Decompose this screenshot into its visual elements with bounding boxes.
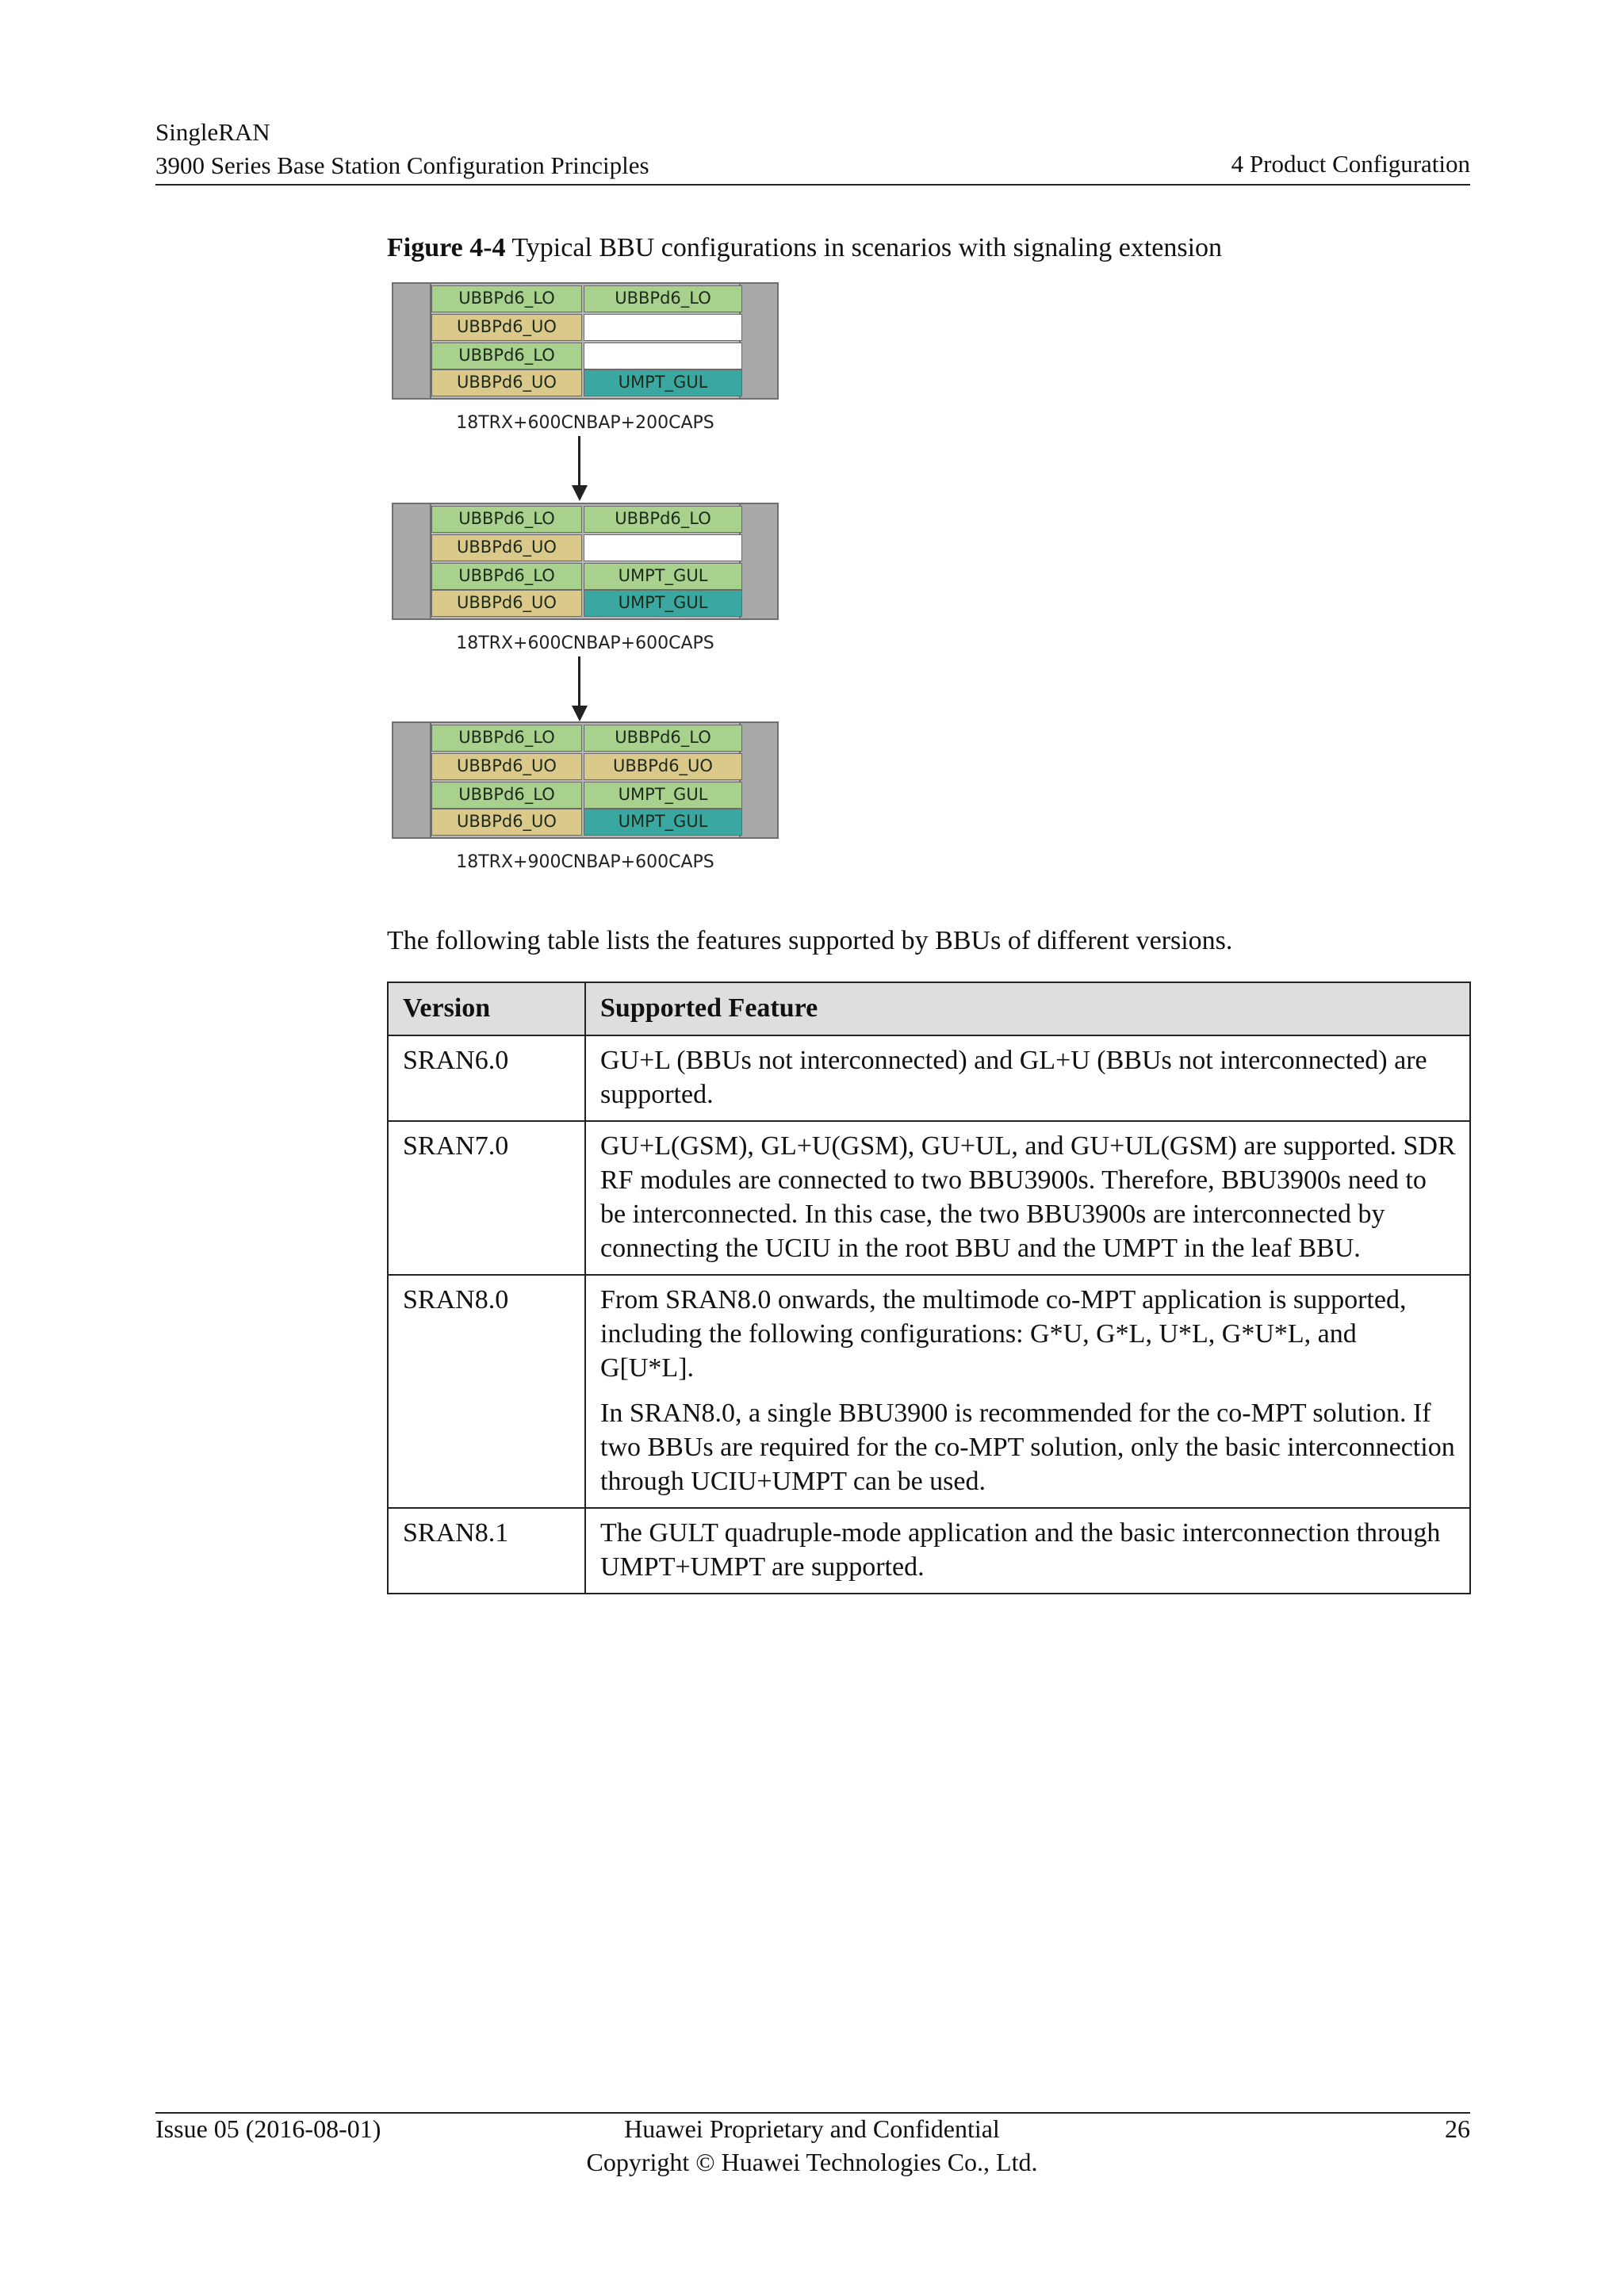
version-cell: SRAN8.1 [388, 1508, 585, 1594]
table-row [388, 1508, 1470, 1594]
feature-cell [585, 1508, 1470, 1594]
feature-cell [585, 1121, 1470, 1275]
footer-proprietary: Huawei Proprietary and Confidential [624, 2114, 1000, 2143]
bbu-ear-right [739, 284, 777, 398]
header-doc-title: 3900 Series Base Station Configuration Principles [155, 151, 649, 179]
board-slot: UBBPd6_LO [584, 725, 742, 752]
table-row [388, 1121, 1470, 1275]
column-header-version: Version [388, 982, 585, 1035]
bbu-config-3-label: 18TRX+900CNBAP+600CAPS [456, 852, 714, 872]
board-slot [584, 534, 742, 561]
board-slot: UBBPd6_LO [431, 285, 582, 312]
bbu-config-1 [392, 282, 779, 400]
arrow-line [578, 656, 580, 707]
board-slot: UMPT_GUL [584, 563, 742, 590]
feature-paragraph: From SRAN8.0 onwards, the multimode co-MPT application is supported, including the following configurations: G*U, G*L, U*L, G*U*L, and G[U*L]. [600, 1285, 1407, 1383]
feature-paragraph: The GULT quadruple-mode application and the basic interconnection through UMPT+UMPT are supported. [600, 1518, 1441, 1582]
table-row [388, 1275, 1470, 1508]
board-slot [584, 342, 742, 369]
board-slot: UBBPd6_UO [431, 534, 582, 561]
bbu-config-2 [392, 503, 779, 620]
table-intro: The following table lists the features supported by BBUs of different versions. [387, 926, 1233, 955]
board-slot: UBBPd6_LO [584, 506, 742, 533]
board-slot: UBBPd6_UO [584, 753, 742, 780]
arrow-down-icon [572, 485, 588, 501]
board-slot [584, 314, 742, 341]
feature-cell [585, 1275, 1470, 1508]
version-cell: SRAN7.0 [388, 1121, 585, 1275]
board-slot: UBBPd6_UO [431, 753, 582, 780]
bbu-config-2-label: 18TRX+600CNBAP+600CAPS [456, 633, 714, 653]
board-slot: UMPT_GUL [584, 369, 742, 396]
board-slot: UBBPd6_LO [584, 285, 742, 312]
board-slot: UBBPd6_LO [431, 342, 582, 369]
board-slot: UBBPd6_UO [431, 314, 582, 341]
arrow-down-icon [572, 706, 588, 721]
header-chapter: 4 Product Configuration [1231, 150, 1470, 178]
figure-caption [387, 232, 1222, 265]
feature-paragraph: GU+L(GSM), GL+U(GSM), GU+UL, and GU+UL(GSM) are supported. SDR RF modules are connected to two BBU3900s. Therefore, BBU3900s need to be interconnected. In this case, the two BBU3900s are interconnected by connecting the UCIU in the root BBU and the UMPT in the leaf BBU. [600, 1131, 1456, 1263]
table-header-row [388, 982, 1470, 1035]
bbu-ear-right [739, 504, 777, 618]
board-slot: UMPT_GUL [584, 782, 742, 809]
footer-copyright: Copyright © Huawei Technologies Co., Ltd. [586, 2148, 1038, 2176]
board-slot: UBBPd6_LO [431, 725, 582, 752]
board-slot: UBBPd6_LO [431, 782, 582, 809]
bbu-config-1-label: 18TRX+600CNBAP+200CAPS [456, 413, 714, 433]
bbu-ear-left [393, 284, 431, 398]
version-cell: SRAN8.0 [388, 1275, 585, 1508]
feature-paragraph: GU+L (BBUs not interconnected) and GL+U (BBUs not interconnected) are supported. [600, 1046, 1427, 1109]
feature-table [387, 982, 1471, 1594]
board-slot: UBBPd6_UO [431, 809, 582, 836]
bbu-ear-left [393, 723, 431, 837]
bbu-config-3 [392, 721, 779, 839]
bbu-ear-right [739, 723, 777, 837]
header-product: SingleRAN [155, 118, 270, 146]
figure-label: Figure 4-4 [387, 233, 506, 262]
header-rule [155, 184, 1470, 186]
board-slot: UMPT_GUL [584, 590, 742, 617]
footer-issue: Issue 05 (2016-08-01) [155, 2114, 381, 2143]
board-slot: UMPT_GUL [584, 809, 742, 836]
board-slot: UBBPd6_UO [431, 369, 582, 396]
column-header-supported-feature: Supported Feature [585, 982, 1470, 1035]
board-slot: UBBPd6_LO [431, 563, 582, 590]
feature-paragraph: In SRAN8.0, a single BBU3900 is recommended for the co-MPT solution. If two BBUs are required for the co-MPT solution, only the basic interconnection through UCIU+UMPT can be used. [600, 1399, 1455, 1496]
bbu-ear-left [393, 504, 431, 618]
feature-cell [585, 1035, 1470, 1121]
version-cell: SRAN6.0 [388, 1035, 585, 1121]
arrow-line [578, 436, 580, 487]
figure-caption-text: Typical BBU configurations in scenarios with signaling extension [505, 233, 1223, 262]
table-row [388, 1035, 1470, 1121]
board-slot: UBBPd6_LO [431, 506, 582, 533]
footer-page-number: 26 [1445, 2114, 1470, 2143]
board-slot: UBBPd6_UO [431, 590, 582, 617]
